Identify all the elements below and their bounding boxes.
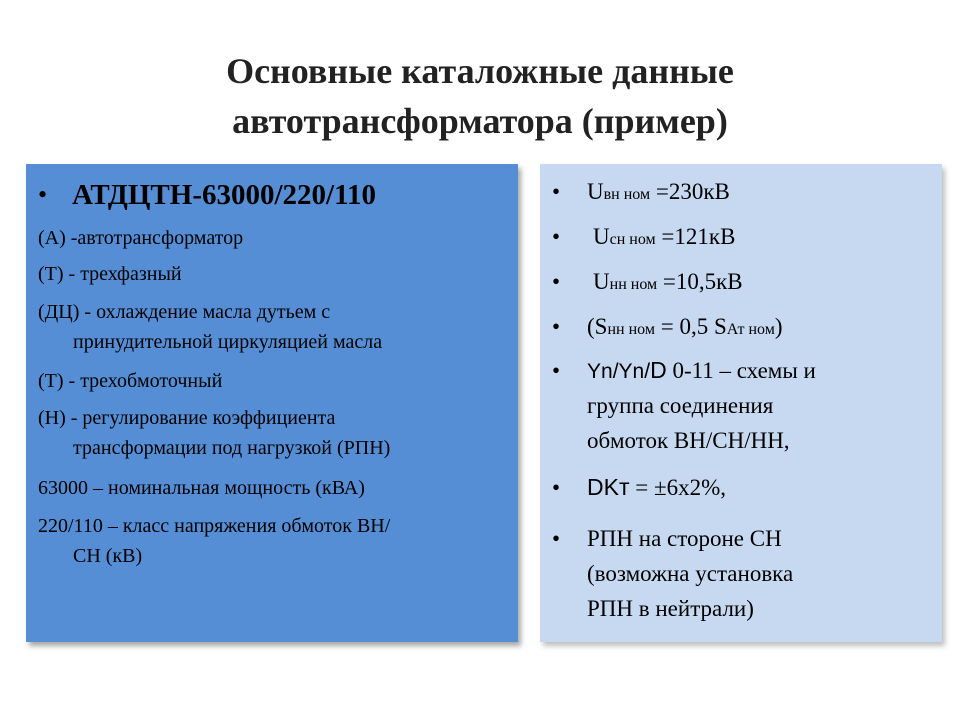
model-code: АТДЦТН-63000/220/110 [72,179,376,211]
list-item [38,259,508,289]
bullet: • [552,526,561,551]
item-autotransformer: (А) -автотрансформатор [38,227,244,249]
slide-title-line1: Основные каталожные данные [226,51,734,91]
item-three-phase: (Т) - трехфазный [38,263,182,285]
list-item [38,297,508,357]
connection-scheme-line2: группа соединения [587,393,774,418]
item-cooling-1: (ДЦ) - охлаждение масла дутьем с [38,301,331,323]
slide-title-line2: автотрансформатора (пример) [232,101,728,141]
bullet: • [552,179,561,204]
s-power-ratio: (Sнн ном = 0,5 SАт ном) [587,314,783,339]
connection-scheme: Yn/Yn/D 0-11 – схемы и [587,357,816,383]
bullet: • [552,224,561,249]
dk-regulation-range: DKт = ±6х2%, [587,474,727,500]
list-item [38,473,508,503]
rpn-location-line3: РПН в нейтрали) [587,596,754,621]
connection-scheme-line3: обмоток ВН/СН/НН, [587,428,790,453]
bullet: • [552,358,561,383]
bullet: • [552,269,561,294]
rpn-location-line1: РПН на стороне СН [587,526,782,551]
item-cooling-2: принудительной циркуляцией масла [73,331,383,353]
u-lv-nominal: Uнн ном =10,5кВ [593,269,743,294]
u-mv-nominal: Uсн ном =121кВ [593,224,736,249]
item-three-winding: (Т) - трехобмоточный [38,370,223,392]
list-item [38,403,508,463]
item-voltage-class-1: 220/110 – класс напряжения обмоток ВН/ [38,515,391,537]
item-voltage-class-2: СН (кВ) [73,545,143,567]
slide-title [0,46,960,146]
u-hv-nominal: Uвн ном =230кВ [587,179,730,204]
bullet: • [552,475,561,500]
item-power: 63000 – номинальная мощность (кВА) [38,477,365,499]
list-item [38,366,508,396]
list-item [38,223,508,253]
rpn-location-line2: (возможна установка [587,561,794,586]
bullet: • [38,180,48,209]
bullet: • [552,314,561,339]
item-regulation-1: (Н) - регулирование коэффициента [38,407,336,429]
item-regulation-2: трансформации под нагрузкой (РПН) [73,437,391,459]
list-item [38,511,508,571]
